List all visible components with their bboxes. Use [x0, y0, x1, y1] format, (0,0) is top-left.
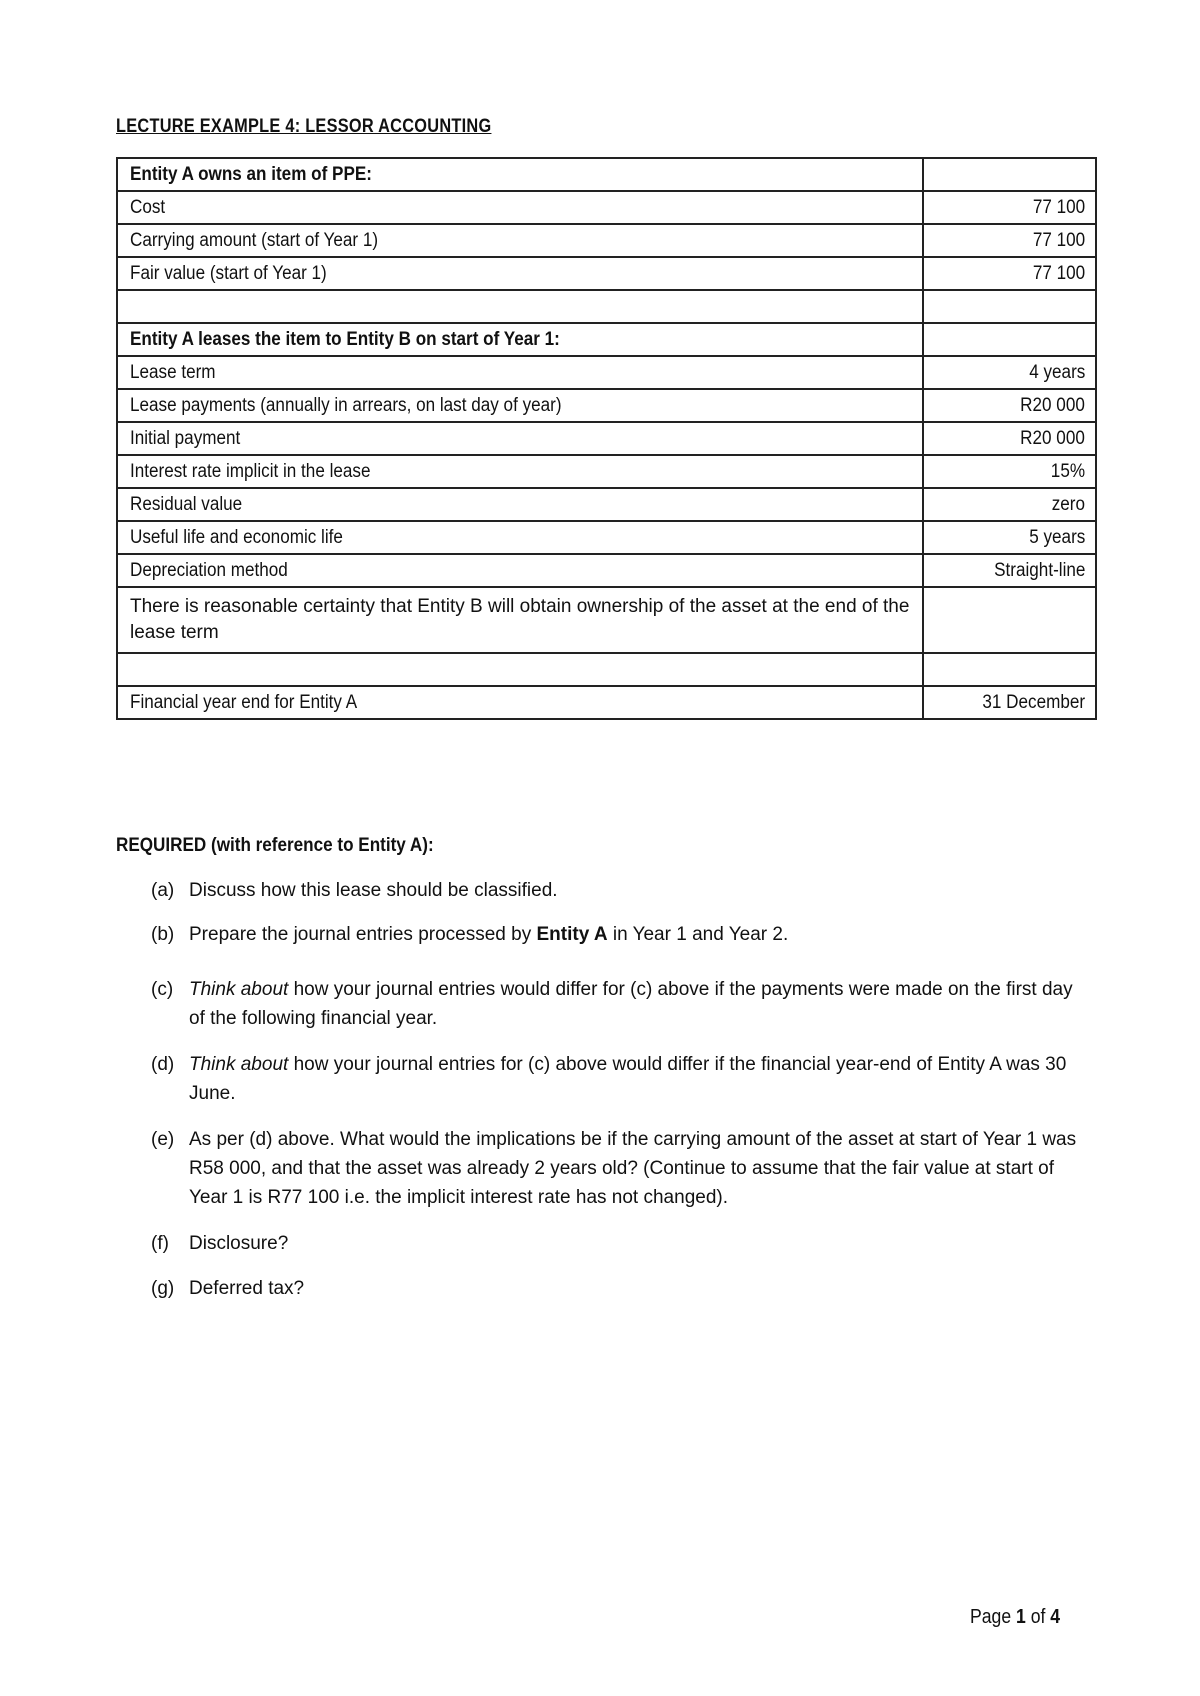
table-cell-value: R20 000	[923, 389, 1096, 422]
footer-page-word: Page	[970, 1606, 1012, 1628]
question-item-b	[151, 920, 1091, 949]
table-row	[117, 488, 1096, 521]
page-number-footer	[970, 1606, 1060, 1629]
question-text: Prepare the journal entries processed by Entity A in Year 1 and Year 2.	[189, 924, 789, 945]
question-text: Think about how your journal entries for (c) above would differ if the financial year-end of Entity A was 30 June.	[189, 1054, 1067, 1104]
table-cell-value	[923, 587, 1096, 653]
question-item-g	[151, 1274, 1091, 1303]
question-item-e	[151, 1125, 1091, 1212]
table-row	[117, 356, 1096, 389]
table-cell-label: Carrying amount (start of Year 1)	[117, 224, 923, 257]
required-heading: REQUIRED (with reference to Entity A):	[116, 835, 434, 856]
table-row	[117, 191, 1096, 224]
question-label: (c)	[151, 979, 174, 1000]
question-label: (a)	[151, 880, 175, 901]
question-label: (f)	[151, 1233, 169, 1254]
emphasis-think-about: Think about	[189, 979, 289, 1000]
question-text: Deferred tax?	[189, 1278, 305, 1299]
table-cell-value: 31 December	[923, 686, 1096, 719]
table-cell-label: There is reasonable certainty that Entity B will obtain ownership of the asset at the end of the lease term	[117, 587, 923, 653]
table-cell-value: 77 100	[923, 257, 1096, 290]
table-row	[117, 554, 1096, 587]
table-cell-label: Fair value (start of Year 1)	[117, 257, 923, 290]
table-cell-label	[117, 653, 923, 686]
table-cell-label: Financial year end for Entity A	[117, 686, 923, 719]
lease-facts-table	[116, 157, 1097, 720]
table-cell-label: Cost	[117, 191, 923, 224]
table-cell-value: R20 000	[923, 422, 1096, 455]
question-label: (d)	[151, 1054, 175, 1075]
table-cell-value	[923, 323, 1096, 356]
table-cell-label	[117, 290, 923, 323]
table-cell-value: zero	[923, 488, 1096, 521]
footer-page-total: 4	[1050, 1606, 1061, 1628]
table-cell-value: 77 100	[923, 191, 1096, 224]
table-row-blank	[117, 653, 1096, 686]
question-item-a	[151, 876, 1091, 905]
question-label: (b)	[151, 924, 175, 945]
table-cell-value: 4 years	[923, 356, 1096, 389]
table-cell-value	[923, 158, 1096, 191]
table-row	[117, 323, 1096, 356]
page-title: LECTURE EXAMPLE 4: LESSOR ACCOUNTING	[116, 116, 492, 137]
table-row	[117, 587, 1096, 653]
table-cell-label: Entity A leases the item to Entity B on start of Year 1:	[117, 323, 923, 356]
table-row	[117, 422, 1096, 455]
table-cell-label: Residual value	[117, 488, 923, 521]
emphasis-entity: Entity A	[536, 924, 608, 945]
table-row	[117, 521, 1096, 554]
table-cell-label: Initial payment	[117, 422, 923, 455]
question-item-d	[151, 1050, 1091, 1108]
question-text: As per (d) above. What would the implications be if the carrying amount of the asset at start of Year 1 was R58 000, and that the asset was already 2 years old? (Continue to assume that the fair value at start of Year 1 is R77 100 i.e. the implicit interest rate has not changed).	[189, 1129, 1077, 1208]
table-cell-label: Interest rate implicit in the lease	[117, 455, 923, 488]
emphasis-think-about: Think about	[189, 1054, 289, 1075]
table-cell-value	[923, 653, 1096, 686]
table-cell-label: Entity A owns an item of PPE:	[117, 158, 923, 191]
question-text: Think about how your journal entries would differ for (c) above if the payments were made on the first day of the following financial year.	[189, 979, 1073, 1029]
question-text: Disclosure?	[189, 1233, 289, 1254]
question-item-f	[151, 1229, 1091, 1258]
table-cell-label: Depreciation method	[117, 554, 923, 587]
table-cell-label: Lease term	[117, 356, 923, 389]
table-row-blank	[117, 290, 1096, 323]
question-item-c	[151, 975, 1091, 1033]
table-row	[117, 686, 1096, 719]
table-row	[117, 389, 1096, 422]
table-cell-value: 77 100	[923, 224, 1096, 257]
table-row	[117, 455, 1096, 488]
table-cell-value: 15%	[923, 455, 1096, 488]
table-cell-label: Useful life and economic life	[117, 521, 923, 554]
table-cell-value: 5 years	[923, 521, 1096, 554]
table-row	[117, 257, 1096, 290]
footer-page-number: 1	[1016, 1606, 1026, 1628]
question-label: (g)	[151, 1278, 175, 1299]
table-row	[117, 158, 1096, 191]
table-cell-label: Lease payments (annually in arrears, on last day of year)	[117, 389, 923, 422]
question-label: (e)	[151, 1129, 175, 1150]
footer-of-word: of	[1030, 1606, 1046, 1628]
table-cell-value: Straight-line	[923, 554, 1096, 587]
question-text: Discuss how this lease should be classified.	[189, 880, 558, 901]
table-row	[117, 224, 1096, 257]
table-cell-value	[923, 290, 1096, 323]
